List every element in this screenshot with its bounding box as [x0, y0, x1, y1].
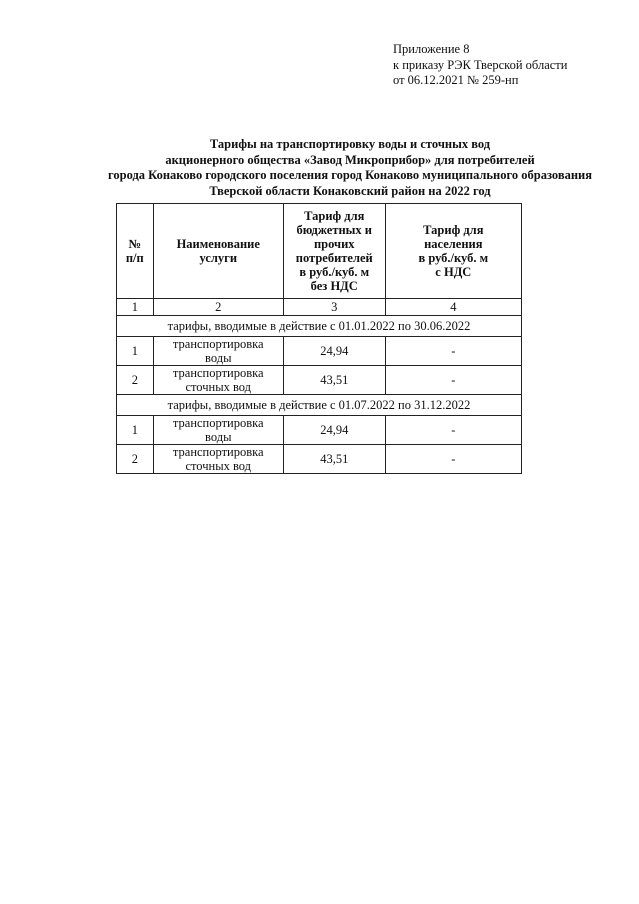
- period-row-2: [117, 395, 522, 416]
- table-row: [117, 366, 522, 395]
- table-row: [117, 337, 522, 366]
- appendix-reference: [393, 42, 567, 89]
- column-number-row: [117, 299, 522, 316]
- service-name: транспортировка воды: [153, 337, 283, 366]
- table-header-row: [117, 204, 522, 299]
- table-row: [117, 445, 522, 474]
- title-line-3: города Конаково городского поселения город Конаково муниципального образования: [108, 168, 592, 182]
- tariff-population-value: -: [385, 445, 521, 474]
- column-number: 2: [153, 299, 283, 316]
- service-name: транспортировка воды: [153, 416, 283, 445]
- tariff-other-value: 43,51: [283, 366, 385, 395]
- header-number: № п/п: [117, 204, 154, 299]
- service-name: транспортировка сточных вод: [153, 366, 283, 395]
- period-row-1: [117, 316, 522, 337]
- row-number: 1: [117, 337, 154, 366]
- period-label: тарифы, вводимые в действие с 01.07.2022 по 31.12.2022: [117, 395, 522, 416]
- tariff-population-value: -: [385, 366, 521, 395]
- tariff-other-value: 24,94: [283, 416, 385, 445]
- row-number: 1: [117, 416, 154, 445]
- appendix-line-3: от 06.12.2021 № 259-нп: [393, 73, 519, 87]
- title-line-4: Тверской области Конаковский район на 2022 год: [209, 183, 491, 198]
- service-name: транспортировка сточных вод: [153, 445, 283, 474]
- tariff-population-value: -: [385, 416, 521, 445]
- column-number: 4: [385, 299, 521, 316]
- tariff-other-value: 43,51: [283, 445, 385, 474]
- appendix-line-1: Приложение 8: [393, 42, 470, 56]
- header-tariff-other: Тариф для бюджетных и прочих потребителей в руб./куб. м без НДС: [283, 204, 385, 299]
- row-number: 2: [117, 366, 154, 395]
- column-number: 1: [117, 299, 154, 316]
- period-label: тарифы, вводимые в действие с 01.01.2022 по 30.06.2022: [117, 316, 522, 337]
- appendix-line-2: к приказу РЭК Тверской области: [393, 57, 568, 72]
- tariff-population-value: -: [385, 337, 521, 366]
- header-tariff-population: Тариф для населения в руб./куб. м с НДС: [385, 204, 521, 299]
- document-title: [60, 137, 639, 199]
- title-line-1: Тарифы на транспортировку воды и сточных вод: [209, 137, 491, 151]
- column-number: 3: [283, 299, 385, 316]
- row-number: 2: [117, 445, 154, 474]
- table-row: [117, 416, 522, 445]
- header-service-name: Наименование услуги: [153, 204, 283, 299]
- tariff-other-value: 24,94: [283, 337, 385, 366]
- tariff-table: [116, 203, 522, 474]
- title-line-2: акционерного общества «Завод Микроприбор» для потребителей: [165, 152, 535, 167]
